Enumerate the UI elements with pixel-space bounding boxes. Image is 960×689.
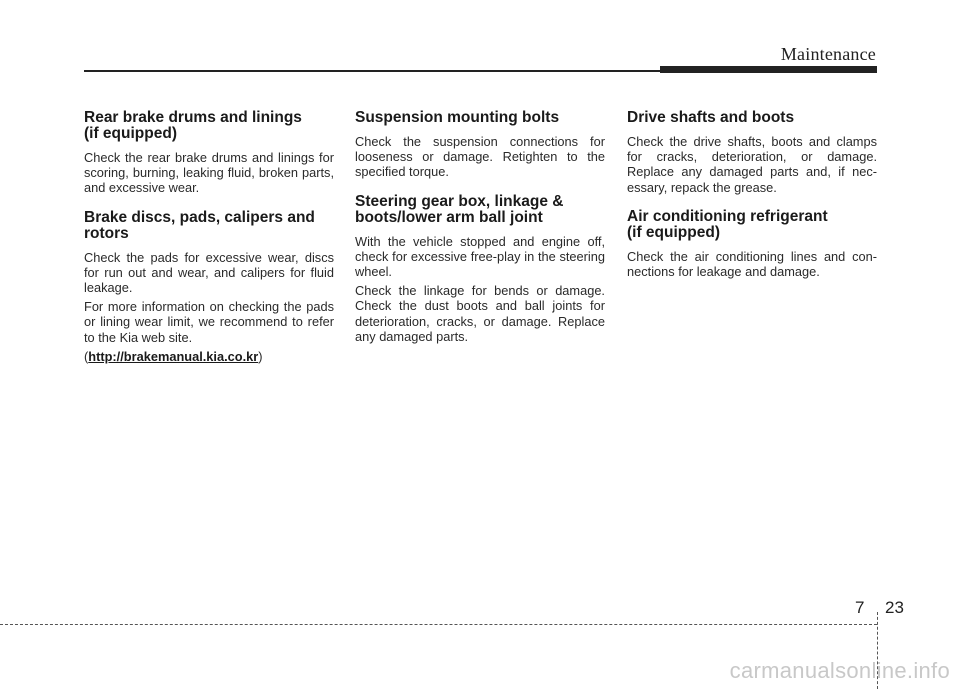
section-title xyxy=(627,110,877,126)
column-right xyxy=(627,110,877,283)
section-title-line: Suspension mounting bolts xyxy=(355,109,560,126)
section-title xyxy=(355,110,605,126)
kia-brake-manual-link[interactable]: http://brakemanual.kia.co.kr xyxy=(88,348,259,364)
paragraph: Check the air conditioning lines and con-nections for leakage and damage. xyxy=(627,248,877,280)
link-paren-open: ( xyxy=(84,348,89,364)
section-title-line: Brake discs, pads, calipers and xyxy=(84,208,315,226)
paragraph: Check the pads for excessive wear, discs for run out and wear, and calipers for fluid leakage. xyxy=(84,249,334,296)
paragraph: Check the drive shafts, boots and clamps for cracks, deterioration, or damage. Replace any damaged parts and, if nec-essary, repack the grease. xyxy=(627,134,877,195)
section-title-line: rotors xyxy=(84,224,129,242)
section-title-line: boots/lower arm ball joint xyxy=(355,208,543,226)
chapter-number: 7 xyxy=(855,598,865,617)
section-title xyxy=(355,194,605,226)
column-middle xyxy=(355,110,605,348)
section-rear-brake-drums xyxy=(84,110,334,196)
section-brake-discs xyxy=(84,210,334,364)
footer-dashed-rule xyxy=(0,624,877,625)
section-steering-gear xyxy=(355,194,605,344)
link-paren-close: ) xyxy=(258,348,263,364)
watermark: carmanualsonline.info xyxy=(729,658,950,683)
paragraph: With the vehicle stopped and engine off, check for excessive free-play in the steering wheel. xyxy=(355,233,605,280)
header-rule-thick xyxy=(660,66,877,73)
header-rule-thin xyxy=(84,70,674,72)
paragraph: Check the rear brake drums and linings for scoring, burning, leaking fluid, broken parts, and excessive wear. xyxy=(84,150,334,196)
page-number: 23 xyxy=(885,598,904,617)
section-title-line: (if equipped) xyxy=(84,125,177,142)
section-title-line: Rear brake drums and linings xyxy=(84,109,302,126)
web-link-line xyxy=(84,349,334,364)
section-suspension-bolts xyxy=(355,110,605,180)
column-left xyxy=(84,110,334,364)
section-title-line: Air conditioning refrigerant xyxy=(627,207,828,225)
paragraph: Check the suspension connections for looseness or damage. Retighten to the specified torque. xyxy=(355,134,605,180)
section-title-line: (if equipped) xyxy=(627,223,720,241)
section-drive-shafts xyxy=(627,110,877,195)
header-title: Maintenance xyxy=(780,44,876,64)
section-title xyxy=(84,110,334,142)
paragraph: Check the linkage for bends or damage. Check the dust boots and ball joints for deterioration, cracks, or damage. Replace any damaged parts. xyxy=(355,283,605,344)
section-air-conditioning xyxy=(627,209,877,279)
section-title-line: Steering gear box, linkage & xyxy=(355,192,564,210)
section-title-line: Drive shafts and boots xyxy=(627,109,795,126)
section-title xyxy=(84,210,334,242)
section-title xyxy=(627,209,877,241)
paragraph: For more information on checking the pads or lining wear limit, we recommend to refer to the Kia web site. xyxy=(84,299,334,345)
